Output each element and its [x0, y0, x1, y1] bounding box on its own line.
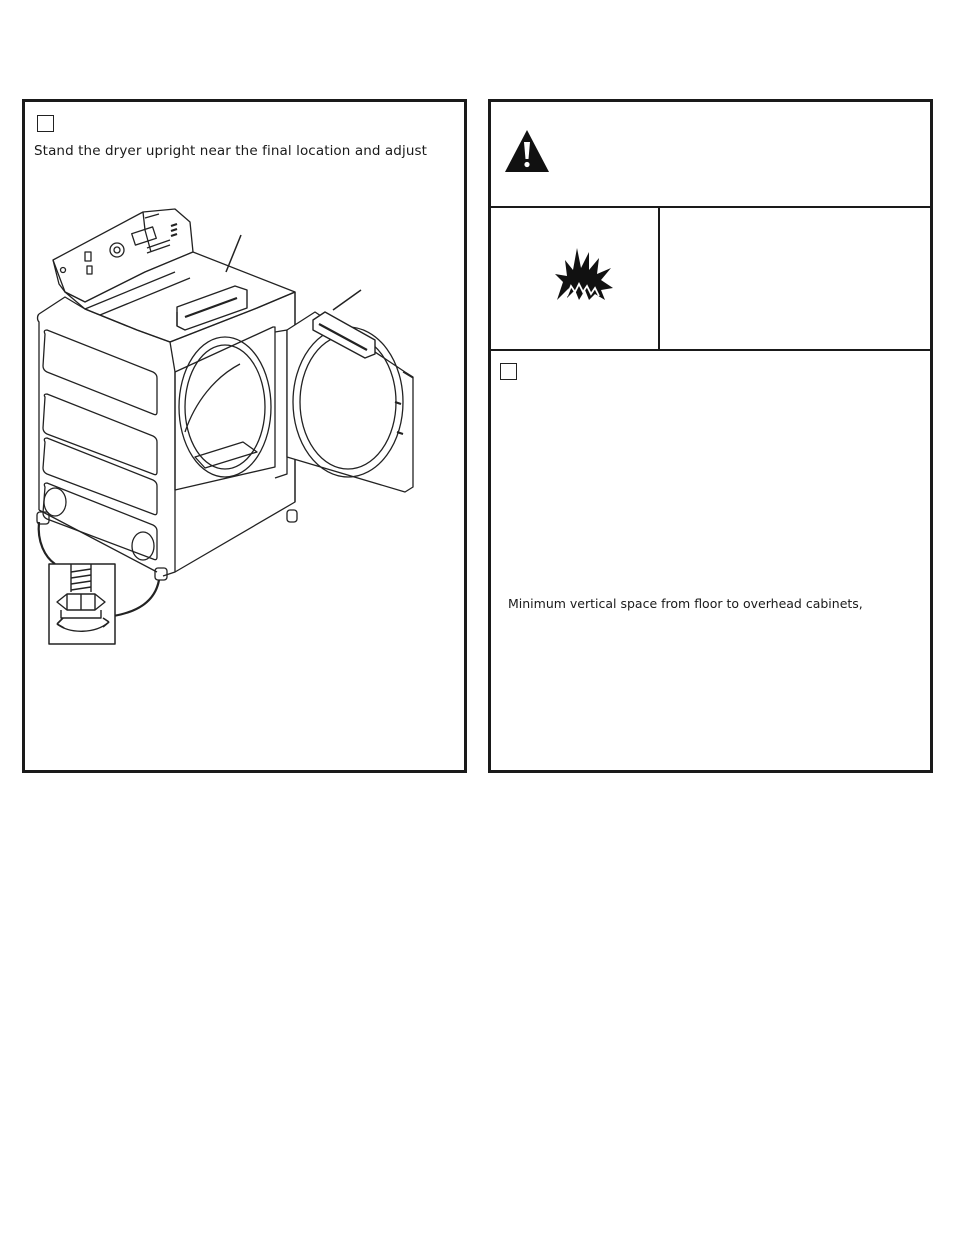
- hazard-icon-divider: [658, 206, 660, 349]
- hazard-section-divider: [491, 349, 933, 351]
- explosion-icon: [553, 240, 615, 302]
- step-checkbox: [500, 363, 517, 380]
- safety-warning-panel: [488, 99, 933, 773]
- leveling-instructions-panel: [22, 99, 467, 773]
- leveling-instruction-text: Stand the dryer upright near the final location and adjust: [34, 143, 428, 159]
- warning-triangle-icon: [503, 128, 551, 174]
- warning-header-divider: [491, 206, 933, 208]
- dryer-illustration: [25, 102, 465, 772]
- clearance-text: Minimum vertical space from floor to overhead cabinets,: [508, 596, 863, 611]
